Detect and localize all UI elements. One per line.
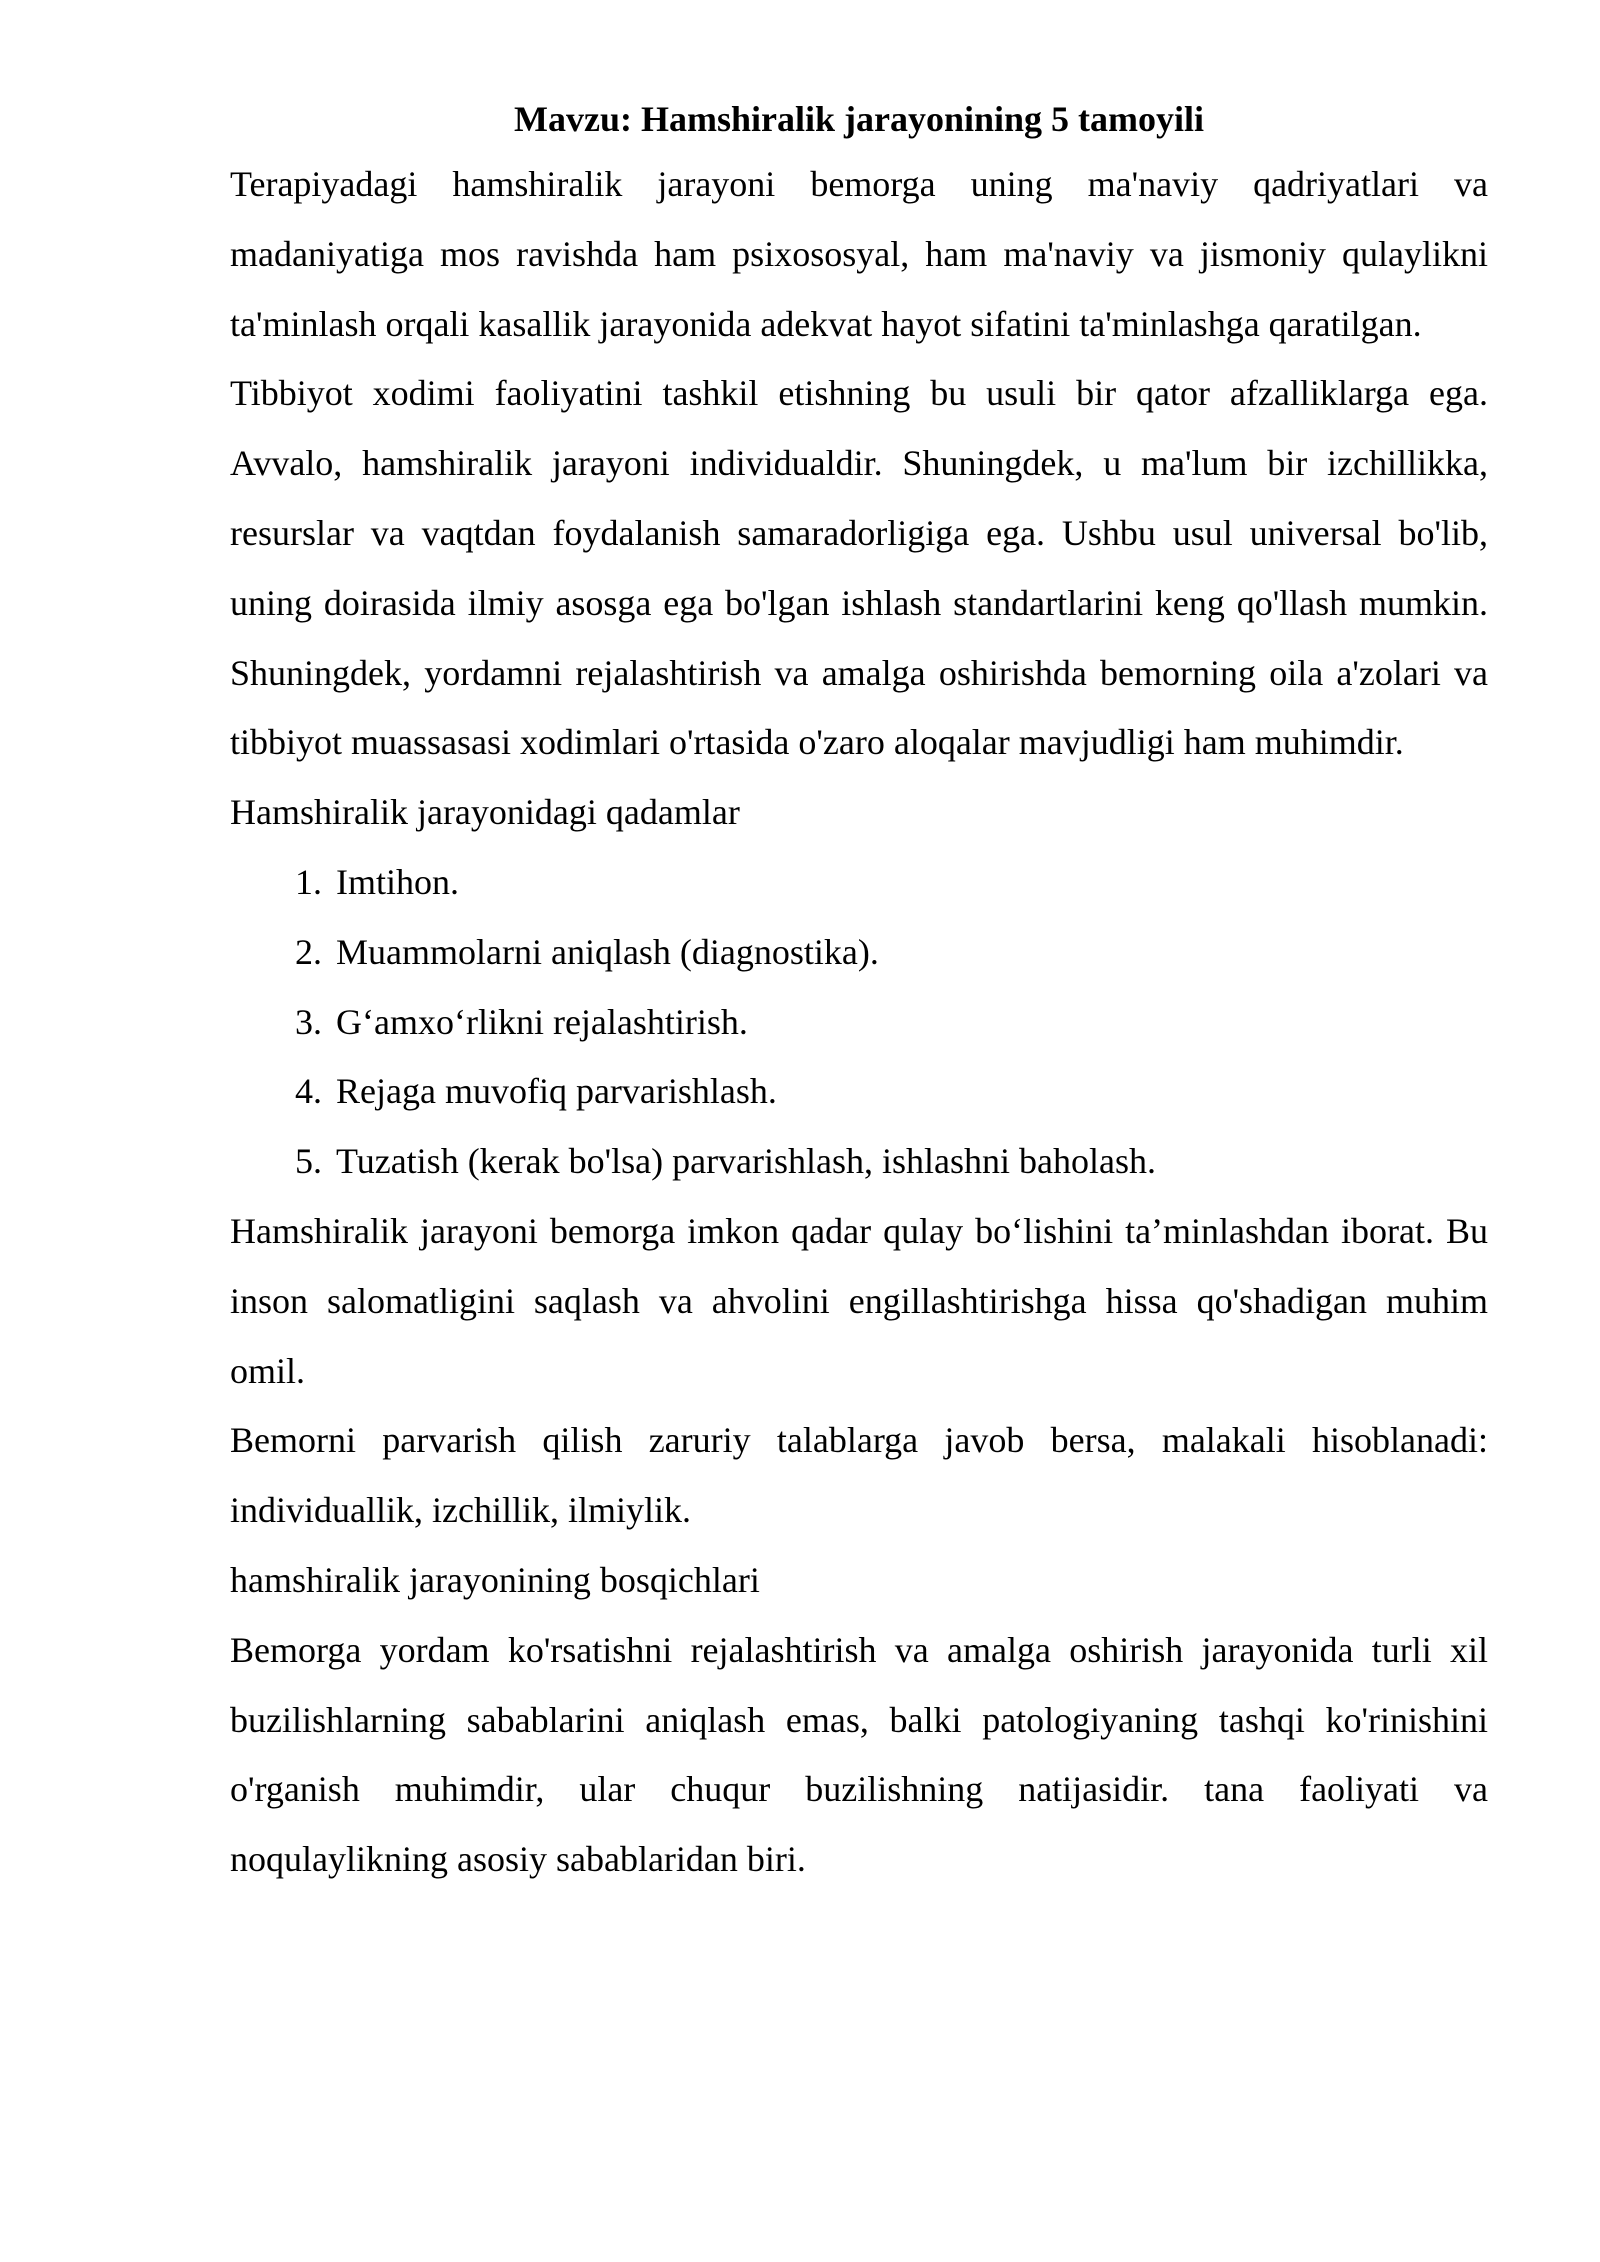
list-item-step-5 — [230, 1127, 1488, 1197]
list-item-text: Muammolarni aniqlash (diagnostika). — [336, 931, 879, 972]
stages-heading: hamshiralik jarayonining bosqichlari — [230, 1559, 760, 1600]
list-item-number: 3. — [295, 1001, 322, 1042]
list-item-step-3 — [230, 988, 1488, 1058]
steps-heading: Hamshiralik jarayonidagi qadamlar — [230, 792, 740, 833]
paragraph-process-goal: Hamshiralik jarayoni bemorga imkon qadar qulay bo‘lishini ta’minlashdan iborat. Bu inson salomatligini saqlash va ahvolini engillashtirishga hissa qo'shadigan muhim omil. — [230, 1210, 1488, 1391]
list-item-text: Imtihon. — [336, 861, 459, 902]
list-item-number: 4. — [295, 1071, 322, 1112]
document-title: Mavzu: Hamshiralik jarayonining 5 tamoyili — [513, 99, 1204, 139]
paragraph-advantages: Tibbiyot xodimi faoliyatini tashkil etishning bu usuli bir qator afzalliklarga ega. Avvalo, hamshiralik jarayoni individualdir. Shuningdek, u ma'lum bir izchillikka, resurslar va vaqtdan foydalanish samaradorligiga ega. Ushbu usul universal bo'lib, uning doirasida ilmiy asosga ega bo'lgan ishlash standartlarini keng qo'llash mumkin. Shuningdek, yordamni rejalashtirish va amalga oshirishda bemorning oila a'zolari va tibbiyot muassasasi xodimlari o'rtasida o'zaro aloqalar mavjudligi ham muhimdir. — [230, 373, 1488, 763]
list-item-step-1 — [230, 848, 1488, 918]
list-item-text: Rejaga muvofiq parvarishlash. — [336, 1071, 777, 1112]
list-item-number: 1. — [295, 861, 322, 902]
list-item-step-2 — [230, 918, 1488, 988]
list-item-text: Tuzatish (kerak bo'lsa) parvarishlash, ishlashni baholash. — [336, 1141, 1157, 1182]
steps-list — [230, 848, 1488, 1197]
document-page — [230, 92, 1488, 1895]
list-item-number: 5. — [295, 1141, 322, 1182]
list-item-number: 2. — [295, 931, 322, 972]
list-item-text: G‘amxo‘rlikni rejalashtirish. — [336, 1001, 748, 1042]
paragraph-intro: Terapiyadagi hamshiralik jarayoni bemorga uning ma'naviy qadriyatlari va madaniyatiga mos ravishda ham psixososyal, ham ma'naviy va jismoniy qulaylikni ta'minlash orqali kasallik jarayonida adekvat hayot sifatini ta'minlashga qaratilgan. — [230, 164, 1488, 344]
paragraph-planning: Bemorga yordam ko'rsatishni rejalashtirish va amalga oshirish jarayonida turli xil buzilishlarning sabablarini aniqlash emas, balki patologiyaning tashqi ko'rinishini o'rganish muhimdir, ular chuqur buzilishning natijasidir. tana faoliyati va noqulaylikning asosiy sabablaridan biri. — [230, 1629, 1488, 1880]
list-item-step-4 — [230, 1057, 1488, 1127]
paragraph-requirements: Bemorni parvarish qilish zaruriy talablarga javob bersa, malakali hisoblanadi: individuallik, izchillik, ilmiylik. — [230, 1420, 1488, 1531]
